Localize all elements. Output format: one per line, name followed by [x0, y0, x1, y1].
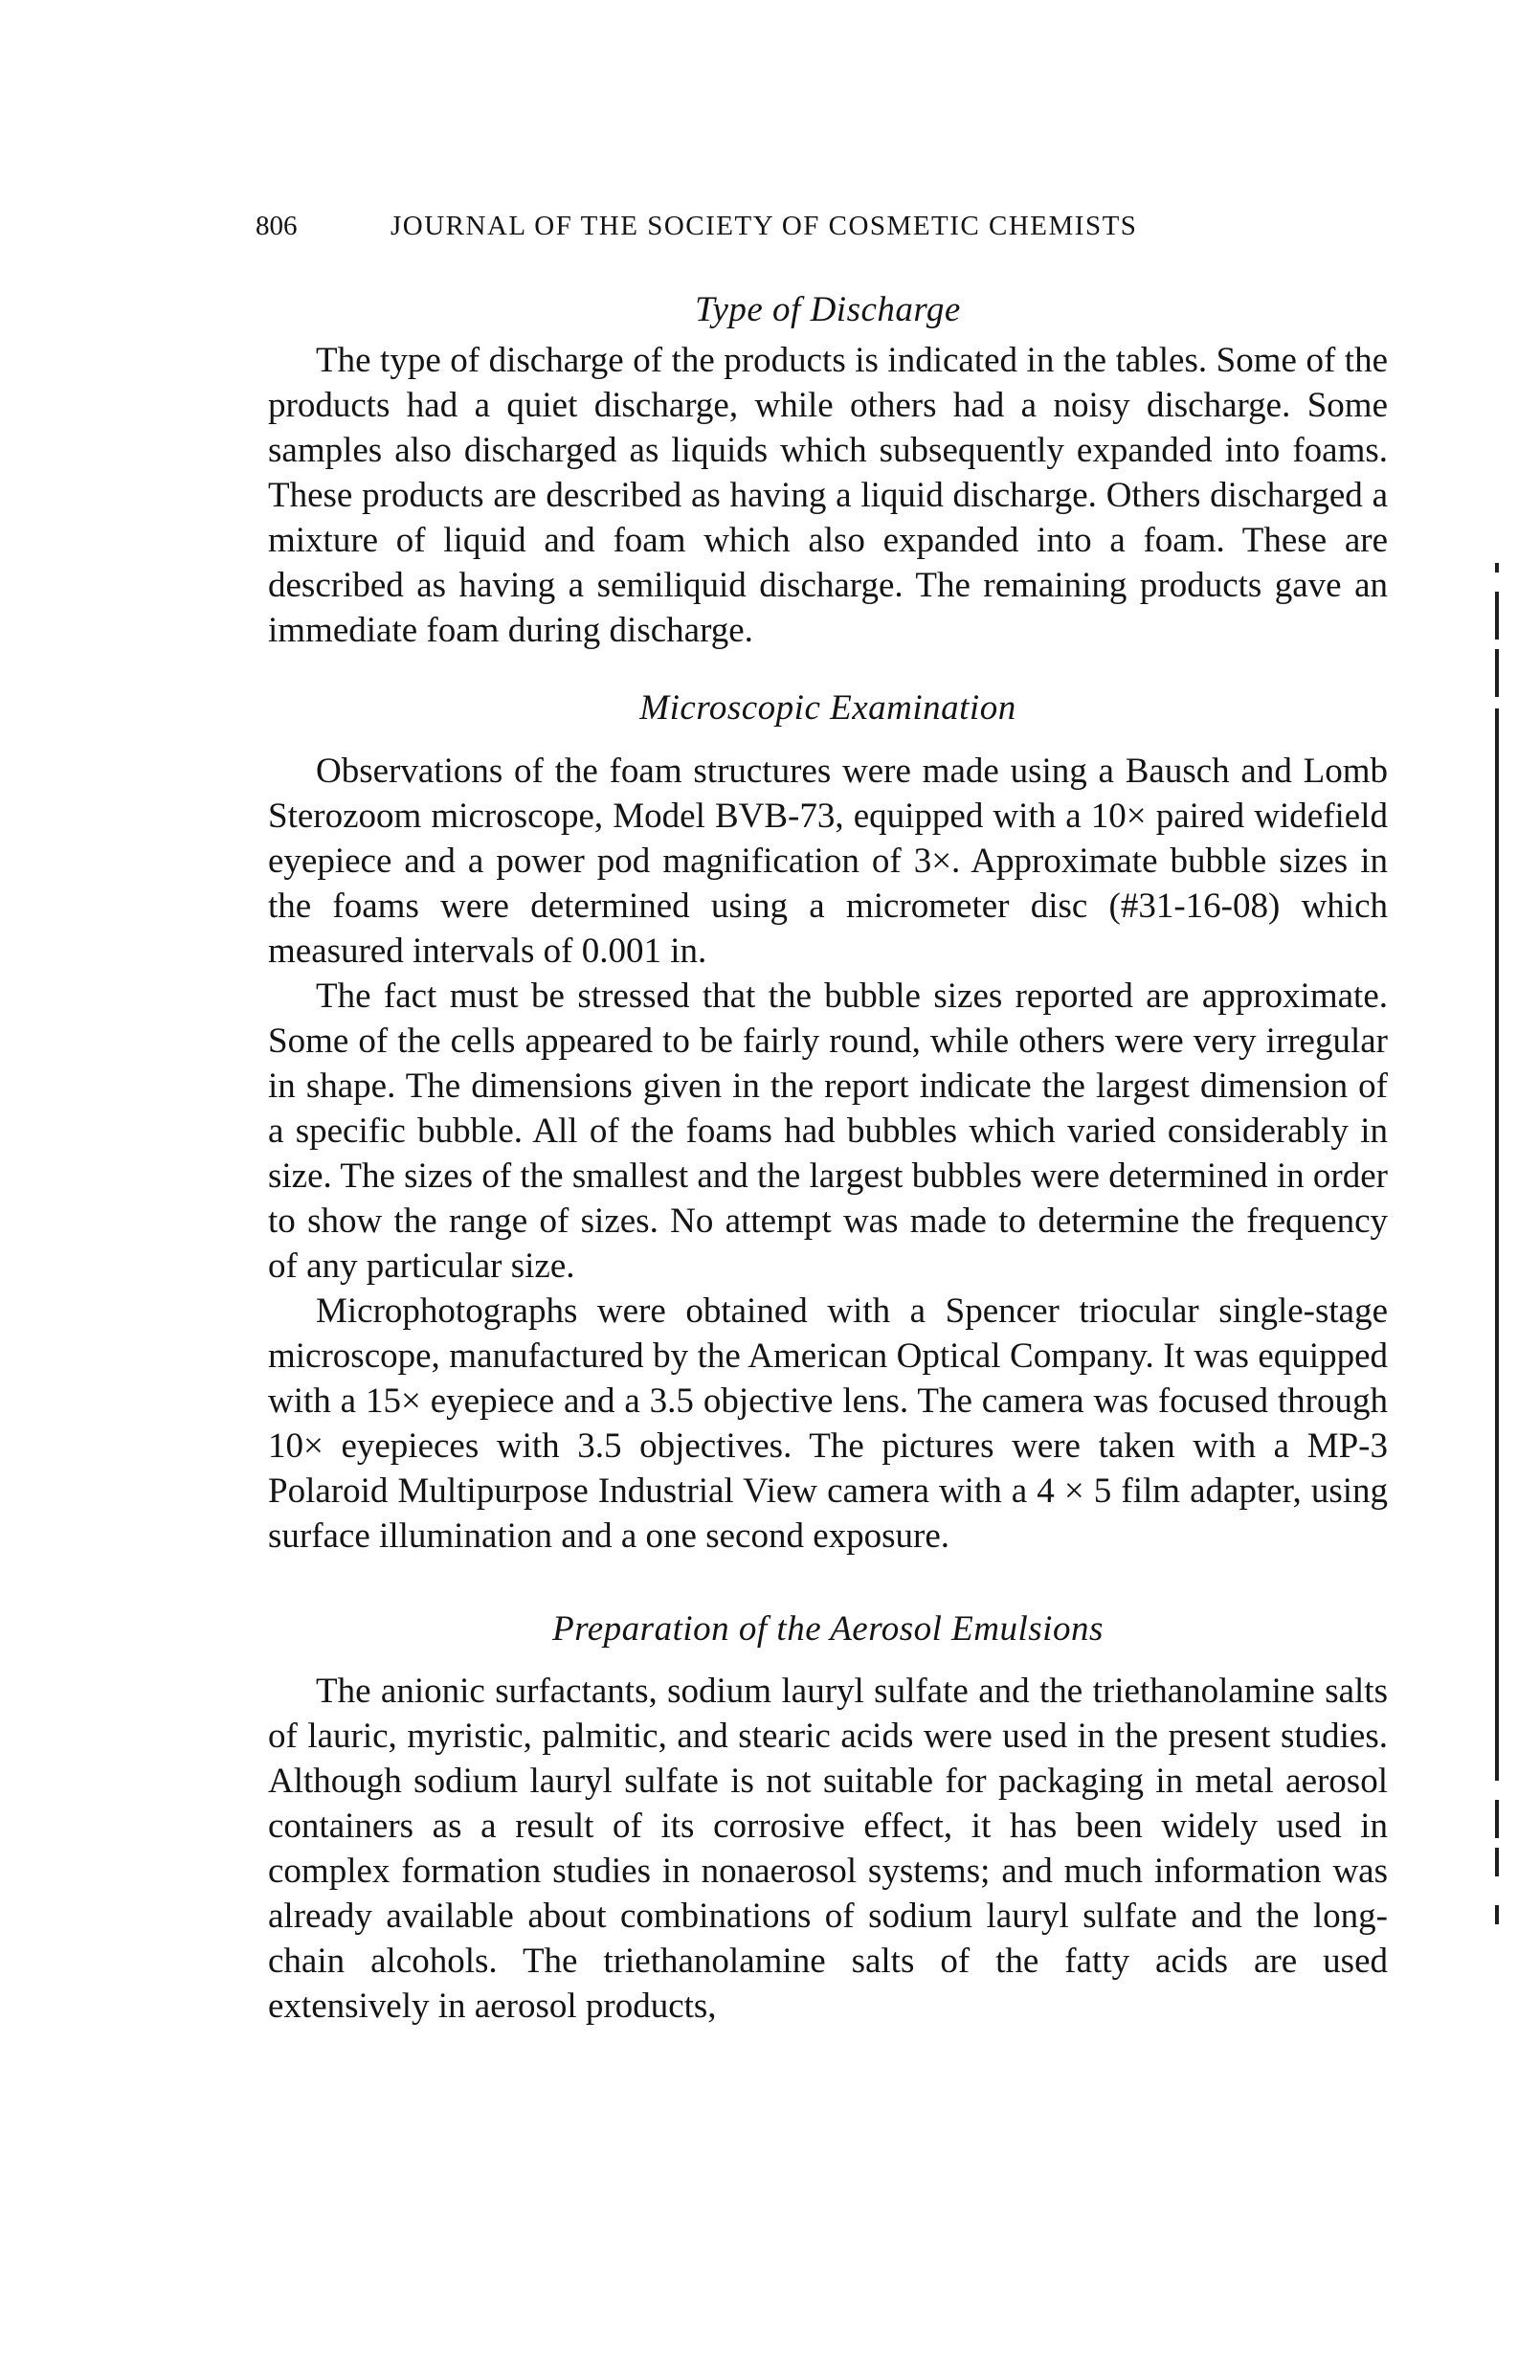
paragraph-discharge: The type of discharge of the products is indicated in the tables. Some of the products had a quiet discharge, while others had a noisy discharge. Some samples also discharged as liquids which subsequently expanded into foams. These products are described as having a liquid discharge. Others discharged a mixture of liquid and foam which also expanded into a foam. These are described as having a semiliquid discharge. The remaining products gave an immediate foam during discharge.	[268, 341, 1388, 650]
paragraph-microscope-setup: Observations of the foam structures were made using a Bausch and Lomb Sterozoom microscope, Model BVB-73, equipped with a 10× paired widefield eyepiece and a power pod magnification of 3×. Approximate bubble sizes in the foams were determined using a micrometer disc (#31-16-08) which measured intervals of 0.001 in.	[268, 752, 1388, 971]
running-head	[0, 211, 1540, 249]
margin-scan-mark	[1495, 708, 1499, 1781]
page-body	[268, 287, 1388, 2029]
margin-scan-mark	[1495, 1800, 1499, 1838]
page-number: 806	[256, 211, 298, 241]
paragraph-microphotographs: Microphotographs were obtained with a Spencer triocular single-stage microscope, manufactured by the American Optical Company. It was equipped with a 15× eyepiece and a 3.5 objective lens. The camera was focused through 10× eyepieces with 3.5 objectives. The pictures were taken with a MP-3 Polaroid Multipurpose Industrial View camera with a 4 × 5 film adapter, using surface illumination and a one second exposure.	[268, 1291, 1388, 1556]
margin-scan-mark	[1495, 563, 1499, 573]
margin-scan-mark	[1495, 592, 1499, 640]
section-heading-preparation-aerosol-emulsions: Preparation of the Aerosol Emulsions	[552, 1609, 1104, 1649]
paragraph-bubble-sizes: The fact must be stressed that the bubble sizes reported are approximate. Some of the cells appeared to be fairly round, while others were very irregular in shape. The dimensions given in the report indicate the largest dimension of a specific bubble. All of the foams had bubbles which varied considerably in size. The sizes of the smallest and the largest bubbles were determined in order to show the range of sizes. No attempt was made to determine the frequency of any particular size.	[268, 977, 1388, 1286]
section-heading-microscopic-examination: Microscopic Examination	[639, 688, 1016, 728]
section-heading-type-of-discharge: Type of Discharge	[695, 290, 961, 329]
margin-scan-mark	[1495, 1905, 1499, 1924]
journal-title: JOURNAL OF THE SOCIETY OF COSMETIC CHEMISTS	[391, 211, 1138, 241]
paragraph-anionic-surfactants: The anionic surfactants, sodium lauryl sulfate and the triethanolamine salts of lauric, myristic, palmitic, and stearic acids were used in the present studies. Although sodium lauryl sulfate is not suitable for packaging in metal aerosol containers as a result of its corrosive effect, it has been widely used in complex formation studies in nonaerosol systems; and much information was already available about combinations of sodium lauryl sulfate and the long-chain alcohols. The triethanolamine salts of the fatty acids are used extensively in aerosol products,	[268, 1672, 1388, 2026]
margin-scan-mark	[1495, 1848, 1499, 1876]
margin-scan-mark	[1495, 649, 1499, 697]
